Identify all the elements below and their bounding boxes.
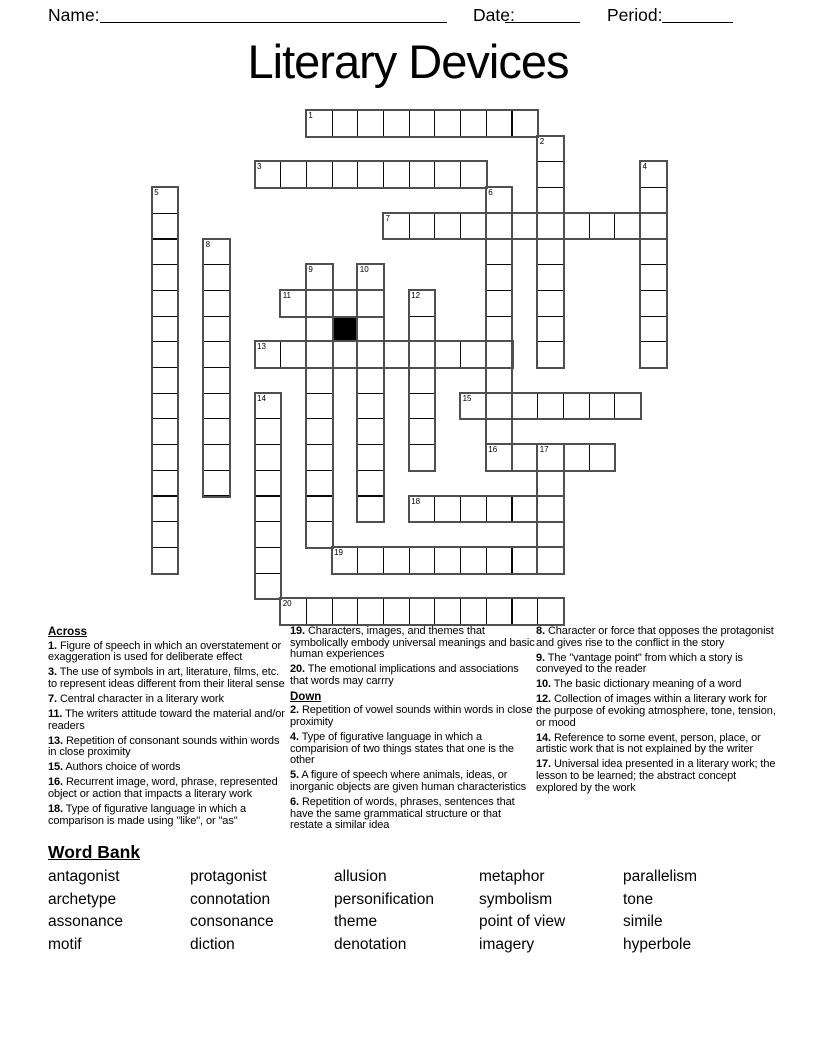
clue-number: 18. <box>48 803 63 816</box>
crossword-cell[interactable] <box>512 496 539 523</box>
crossword-cell[interactable] <box>486 110 513 137</box>
crossword-cell[interactable] <box>152 393 179 420</box>
crossword-cell[interactable] <box>357 316 384 343</box>
word-bank-column <box>623 866 697 956</box>
clue-item-15: 15. Authors choice of words <box>48 761 181 774</box>
clue-number: 12. <box>536 693 551 706</box>
crossword-cell[interactable] <box>306 418 333 445</box>
cell-number: 5 <box>154 188 159 198</box>
crossword-cell[interactable] <box>203 367 230 394</box>
crossword-cell[interactable] <box>512 598 539 625</box>
crossword-cell[interactable] <box>640 187 667 214</box>
crossword-cell[interactable] <box>614 213 641 240</box>
crossword-cell[interactable] <box>306 290 333 317</box>
crossword-cell[interactable] <box>152 418 179 445</box>
crossword-cell[interactable] <box>409 213 436 240</box>
crossword-cell[interactable] <box>640 316 667 343</box>
clue-item-6: 6. Repetition of words, phrases, sentences that have the same grammatical structure or that restate a similar idea <box>290 796 515 832</box>
crossword-cell[interactable] <box>486 239 513 266</box>
crossword-cell[interactable] <box>537 290 564 317</box>
crossword-cell[interactable] <box>486 547 513 574</box>
clue-number: 4. <box>290 731 299 744</box>
crossword-cell[interactable] <box>152 444 179 471</box>
crossword-cell[interactable] <box>640 290 667 317</box>
clues-column-middle <box>290 626 536 835</box>
word-bank-item: motif <box>48 935 82 953</box>
clue-item-13: 13. Repetition of consonant sounds within words in close proximity <box>48 734 280 759</box>
clue-number: 16. <box>48 776 63 789</box>
word-bank-column <box>334 866 434 956</box>
crossword-cell[interactable] <box>357 470 384 497</box>
clue-number: 9. <box>536 651 545 664</box>
crossword-cell[interactable] <box>306 521 333 548</box>
crossword-cell[interactable] <box>537 521 564 548</box>
crossword-cell[interactable] <box>434 547 461 574</box>
crossword-cell[interactable] <box>486 316 513 343</box>
crossword-cell[interactable] <box>306 161 333 188</box>
cell-number: 16 <box>488 445 498 455</box>
clue-item-17: 17. Universal idea presented in a literary work; the lesson to be learned; the abstract concept explored by the work <box>536 758 776 794</box>
clue-number: 1. <box>48 639 57 652</box>
crossword-cell[interactable] <box>434 598 461 625</box>
crossword-cell[interactable] <box>512 213 539 240</box>
crossword-cell[interactable] <box>306 444 333 471</box>
crossword-cell[interactable] <box>512 110 539 137</box>
crossword-cell[interactable] <box>563 393 590 420</box>
crossword-cell[interactable] <box>460 161 487 188</box>
cell-number: 9 <box>308 265 313 275</box>
crossword-cell[interactable] <box>434 213 461 240</box>
crossword-cell[interactable] <box>306 598 333 625</box>
word-bank-item: parallelism <box>623 868 698 885</box>
crossword-cell[interactable] <box>152 521 179 548</box>
clue-item-3: 3. The use of symbols in art, literature, films, etc. to represent ideas different from their literal sense <box>48 666 285 690</box>
crossword-cell[interactable] <box>589 213 616 240</box>
crossword-cell[interactable] <box>537 316 564 343</box>
crossword-cell[interactable] <box>409 418 436 445</box>
crossword-cell[interactable] <box>460 547 487 574</box>
clues-column-across <box>48 626 286 831</box>
name-label: Name: <box>48 5 100 25</box>
cell-number: 4 <box>642 162 647 172</box>
crossword-cell[interactable] <box>152 547 179 574</box>
clue-number: 6. <box>290 796 299 809</box>
clue-item-19: 19. Characters, images, and themes that symbolically embody universal meanings and basic human experiences <box>290 625 535 661</box>
crossword-cell[interactable] <box>383 598 410 625</box>
clue-section-header: Down <box>290 690 322 703</box>
clue-number: 20. <box>290 663 305 676</box>
crossword-cell[interactable] <box>409 444 436 471</box>
crossword-cell[interactable] <box>152 367 179 394</box>
crossword-cell[interactable] <box>203 290 230 317</box>
crossword-cell[interactable] <box>640 341 667 368</box>
crossword-cell[interactable] <box>486 290 513 317</box>
word-bank-item: symbolism <box>479 890 553 908</box>
crossword-cell[interactable] <box>383 341 410 368</box>
cell-number: 6 <box>488 188 493 198</box>
crossword-cell[interactable] <box>409 161 436 188</box>
crossword-cell[interactable] <box>383 161 410 188</box>
crossword-cell[interactable] <box>203 264 230 291</box>
clue-number: 14. <box>536 731 551 744</box>
word-bank-item: allusion <box>334 868 387 885</box>
crossword-cell[interactable] <box>306 367 333 394</box>
word-bank-item: simile <box>623 913 663 931</box>
crossword-cell[interactable] <box>152 239 179 266</box>
crossword-cell[interactable] <box>589 444 616 471</box>
word-bank-item: denotation <box>334 935 407 953</box>
cell-number: 14 <box>257 393 266 403</box>
crossword-cell[interactable] <box>332 161 359 188</box>
crossword-cell[interactable] <box>306 496 333 523</box>
clue-number: 19. <box>290 625 305 637</box>
cell-number: 15 <box>462 393 472 403</box>
clue-number: 3. <box>48 666 57 679</box>
crossword-cell[interactable] <box>409 367 436 394</box>
crossword-cell[interactable] <box>486 341 513 368</box>
word-bank-item: theme <box>334 913 378 931</box>
clue-item-16: 16. Recurrent image, word, phrase, represented object or action that impacts a literary work <box>48 776 278 801</box>
crossword-cell[interactable] <box>357 341 384 368</box>
clue-number: 8. <box>536 625 545 637</box>
cell-number: 8 <box>205 239 211 249</box>
crossword-cell[interactable] <box>203 470 230 497</box>
crossword-cell[interactable] <box>152 341 179 368</box>
word-bank-item: metaphor <box>479 868 545 885</box>
crossword-cell[interactable] <box>460 213 487 240</box>
word-bank-item: antagonist <box>48 868 120 885</box>
crossword-cell[interactable] <box>434 161 461 188</box>
crossword-cell[interactable] <box>537 393 564 420</box>
cell-number: 13 <box>257 342 266 352</box>
crossword-cell[interactable] <box>203 316 230 343</box>
crossword-cell[interactable] <box>152 316 179 343</box>
crossword-cell[interactable] <box>537 161 564 188</box>
crossword-cell[interactable] <box>409 110 436 137</box>
word-bank-item: tone <box>623 890 654 908</box>
crossword-cell[interactable] <box>486 393 513 420</box>
cell-number: 2 <box>539 136 545 146</box>
crossword-cell[interactable] <box>486 264 513 291</box>
crossword-cell[interactable] <box>280 161 307 188</box>
crossword-cell[interactable] <box>357 598 384 625</box>
crossword-cell[interactable] <box>255 496 282 523</box>
crossword-cell[interactable] <box>589 393 616 420</box>
crossword-cell[interactable] <box>563 213 590 240</box>
crossword-cell[interactable] <box>152 470 179 497</box>
crossword-cell[interactable] <box>332 290 359 317</box>
crossword-cell[interactable] <box>332 110 359 137</box>
crossword-cell[interactable] <box>486 496 513 523</box>
crossword-cell[interactable] <box>357 110 384 137</box>
crossword-cell[interactable] <box>383 110 410 137</box>
cell-number: 18 <box>411 496 421 506</box>
word-bank-item: protagonist <box>190 868 267 885</box>
crossword-cell[interactable] <box>255 547 282 574</box>
crossword-cell[interactable] <box>537 213 564 240</box>
crossword-cell[interactable] <box>255 470 282 497</box>
crossword-cell[interactable] <box>152 264 179 291</box>
clue-item-10: 10. The basic dictionary meaning of a word <box>536 678 742 691</box>
crossword-cell[interactable] <box>203 341 230 368</box>
crossword-cell[interactable] <box>512 444 539 471</box>
cell-number: 11 <box>282 290 291 300</box>
crossword-cell[interactable] <box>357 496 384 523</box>
crossword-cell[interactable] <box>255 521 282 548</box>
clue-item-8: 8. Character or force that opposes the protagonist and gives rise to the conflict in the story <box>536 625 774 649</box>
crossword-cell[interactable] <box>460 110 487 137</box>
crossword-cell[interactable] <box>537 598 564 625</box>
clue-item-5: 5. A figure of speech where animals, ideas, or inorganic objects are given human characteristics <box>290 769 526 794</box>
crossword-cell[interactable] <box>486 418 513 445</box>
crossword-cell[interactable] <box>357 393 384 420</box>
word-bank-item: point of view <box>479 913 566 931</box>
crossword-cell[interactable] <box>306 341 333 368</box>
crossword-cell[interactable] <box>357 290 384 317</box>
crossword-cell[interactable] <box>255 444 282 471</box>
crossword-cell[interactable] <box>306 393 333 420</box>
crossword-cell[interactable] <box>306 470 333 497</box>
crossword-cell[interactable] <box>332 341 359 368</box>
clue-number: 2. <box>290 704 299 717</box>
date-label: Date: <box>473 5 515 25</box>
crossword-cell[interactable] <box>357 367 384 394</box>
word-bank-column <box>190 866 274 956</box>
crossword-cell[interactable] <box>152 496 179 523</box>
cell-number: 7 <box>385 213 390 223</box>
clue-item-4: 4. Type of figurative language in which a comparision of two things states that one is the other <box>290 731 514 767</box>
clue-item-9: 9. The "vantage point" from which a story is conveyed to the reader <box>536 651 743 676</box>
crossword-cell[interactable] <box>306 316 333 343</box>
crossword-cell[interactable] <box>460 598 487 625</box>
crossword-cell[interactable] <box>332 598 359 625</box>
cell-number: 17 <box>539 445 549 455</box>
crossword-cell[interactable] <box>152 290 179 317</box>
clue-item-1: 1. Figure of speech in which an overstatement or exaggeration is used for deliberate effect <box>48 639 282 664</box>
crossword-cell[interactable] <box>203 444 230 471</box>
crossword-cell[interactable] <box>486 367 513 394</box>
clue-number: 13. <box>48 734 63 747</box>
clue-item-14: 14. Reference to some event, person, place, or artistic work that is not explained by the writer <box>536 731 761 756</box>
crossword-cell[interactable] <box>383 547 410 574</box>
crossword-cell[interactable] <box>537 187 564 214</box>
crossword-cell[interactable] <box>537 470 564 497</box>
crossword-cell[interactable] <box>409 341 436 368</box>
page-title: Literary Devices <box>247 35 569 88</box>
clue-number: 11. <box>48 707 63 720</box>
clue-item-12: 12. Collection of images within a literary work for the purpose of evoking atmosphere, tone, tension, or mood <box>536 693 776 729</box>
clue-item-18: 18. Type of figurative language in which a comparison is made using "like", or "as" <box>48 803 247 827</box>
word-bank-column <box>479 866 565 956</box>
crossword-cell[interactable] <box>255 418 282 445</box>
crossword-cell[interactable] <box>409 316 436 343</box>
cell-number: 10 <box>359 265 369 275</box>
crossword-cell[interactable] <box>203 418 230 445</box>
cell-number: 20 <box>282 599 292 609</box>
crossword-cell[interactable] <box>255 573 282 600</box>
crossword-cell[interactable] <box>486 598 513 625</box>
crossword-cell[interactable] <box>563 444 590 471</box>
crossword-cell[interactable] <box>640 264 667 291</box>
word-bank-item: assonance <box>48 913 123 931</box>
word-bank-item: archetype <box>48 890 117 908</box>
word-bank-item: connotation <box>190 890 271 908</box>
word-bank-item: personification <box>334 890 434 908</box>
crossword-cell[interactable] <box>203 393 230 420</box>
crossword-cell[interactable] <box>640 239 667 266</box>
word-bank-item: diction <box>190 935 235 953</box>
crossword-cell[interactable] <box>434 341 461 368</box>
crossword-cell[interactable] <box>409 598 436 625</box>
clue-item-2: 2. Repetition of vowel sounds within words in close proximity <box>290 704 533 729</box>
crossword-cell[interactable] <box>434 496 461 523</box>
crossword-cell[interactable] <box>409 547 436 574</box>
cell-number: 1 <box>308 111 313 120</box>
cell-number: 3 <box>257 162 262 172</box>
word-bank-item: hyperbole <box>623 935 692 953</box>
clue-number: 10. <box>536 678 551 691</box>
crossword-cell[interactable] <box>357 418 384 445</box>
clue-item-7: 7. Central character in a literary work <box>48 692 224 705</box>
crossword-cell[interactable] <box>357 444 384 471</box>
crossword-cell[interactable] <box>357 161 384 188</box>
clue-number: 7. <box>48 692 57 705</box>
crossword-cell[interactable] <box>280 341 307 368</box>
clue-number: 17. <box>536 758 551 771</box>
clue-item-11: 11. The writers attitude toward the material and/or readers <box>48 707 285 732</box>
cell-number: 12 <box>411 290 421 300</box>
crossword-cell[interactable] <box>357 547 384 574</box>
crossword-cell[interactable] <box>512 393 539 420</box>
clue-number: 15. <box>48 761 63 774</box>
clues-column-right <box>536 626 776 798</box>
crossword-cell[interactable] <box>537 341 564 368</box>
clue-item-20: 20. The emotional implications and associations that words may carrry <box>290 663 519 687</box>
word-bank-item: imagery <box>479 935 535 953</box>
period-label: Period: <box>607 5 663 25</box>
crossword-cell[interactable] <box>537 264 564 291</box>
word-bank-item: consonance <box>190 913 274 931</box>
crossword-cell[interactable] <box>537 547 564 574</box>
word-bank-title: Word Bank <box>48 842 141 862</box>
crossword-cell[interactable] <box>537 496 564 523</box>
crossword-cell[interactable] <box>152 213 179 240</box>
crossword-black-cell <box>332 316 359 343</box>
crossword-cell[interactable] <box>409 393 436 420</box>
crossword-cell[interactable] <box>614 393 641 420</box>
clue-section-header: Across <box>48 626 87 638</box>
word-bank-column <box>48 866 123 956</box>
clue-number: 5. <box>290 769 299 782</box>
crossword-cell[interactable] <box>460 496 487 523</box>
crossword-cell[interactable] <box>486 213 513 240</box>
crossword-cell[interactable] <box>512 547 539 574</box>
crossword-cell[interactable] <box>640 213 667 240</box>
crossword-cell[interactable] <box>537 239 564 266</box>
cell-number: 19 <box>334 547 343 557</box>
crossword-cell[interactable] <box>460 341 487 368</box>
crossword-cell[interactable] <box>434 110 461 137</box>
